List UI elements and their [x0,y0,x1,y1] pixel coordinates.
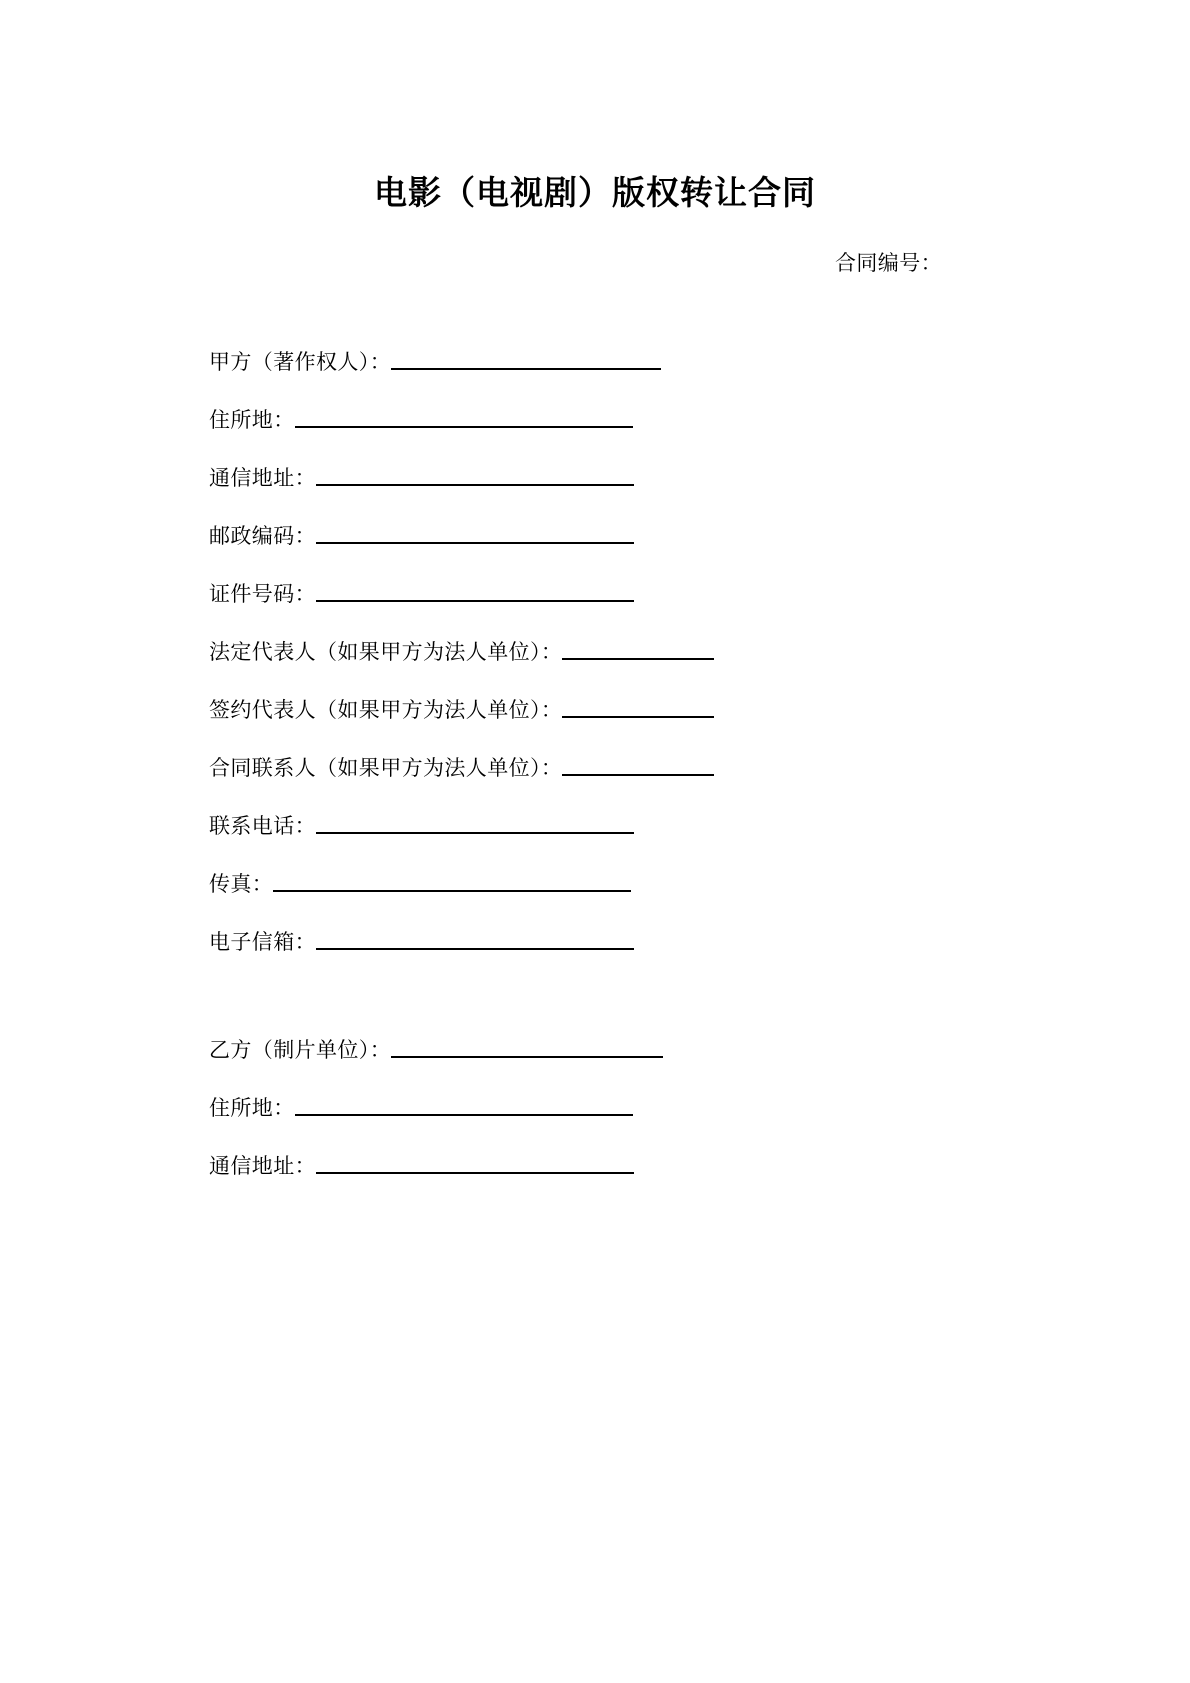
form-field-row [209,1036,1109,1094]
field-input[interactable] [295,1096,633,1116]
form-field-row [209,696,1109,754]
field-label: 法定代表人（如果甲方为法人单位）： [209,641,563,664]
field-input[interactable] [273,872,631,892]
field-input[interactable] [316,814,634,834]
field-input[interactable] [562,640,714,660]
form-field-row [209,406,1109,464]
field-label: 甲方（著作权人）： [209,351,392,374]
field-input[interactable] [316,1154,634,1174]
form-field-row [209,638,1109,696]
field-label: 住所地： [209,1097,295,1120]
field-label: 电子信箱： [209,931,316,954]
field-input[interactable] [316,466,634,486]
field-input[interactable] [316,582,634,602]
field-label: 邮政编码： [209,525,316,548]
field-label: 联系电话： [209,815,316,838]
field-label: 通信地址： [209,467,316,490]
field-label: 证件号码： [209,583,316,606]
field-input[interactable] [562,698,714,718]
form-field-row [209,870,1109,928]
form-field-row [209,754,1109,812]
field-label: 乙方（制片单位）： [209,1039,392,1062]
field-input[interactable] [391,350,661,370]
field-input[interactable] [562,756,714,776]
form-field-row [209,812,1109,870]
page-title: 电影（电视剧）版权转让合同 [374,174,816,211]
field-input[interactable] [316,524,634,544]
field-label: 通信地址： [209,1155,316,1178]
form-field-row [209,348,1109,406]
field-label: 签约代表人（如果甲方为法人单位）： [209,699,563,722]
form-field-row [209,928,1109,986]
field-label: 合同联系人（如果甲方为法人单位）： [209,757,563,780]
field-input[interactable] [295,408,633,428]
form-field-row [209,1094,1109,1152]
field-input[interactable] [316,930,634,950]
field-label: 住所地： [209,409,295,432]
form-fields-container [209,348,1109,1210]
form-field-row [209,522,1109,580]
contract-number-row [0,248,1190,280]
form-field-row [209,580,1109,638]
form-field-row [209,464,1109,522]
field-input[interactable] [391,1038,663,1058]
form-field-row [209,1152,1109,1210]
contract-number-label: 合同编号： [835,252,942,275]
field-label: 传真： [209,873,274,896]
